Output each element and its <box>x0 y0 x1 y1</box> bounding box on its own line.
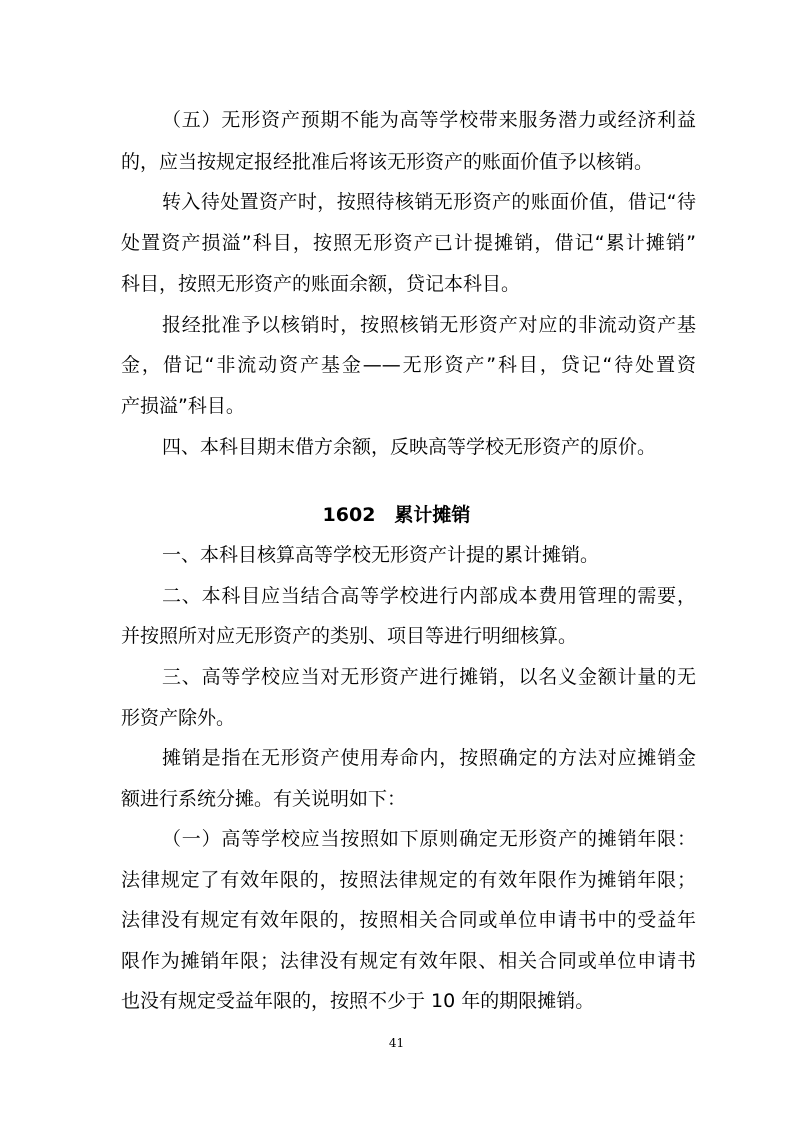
paragraph-3-line-1: 报经批准予以核销时，按照核销无形资产对应的非流动资产基 <box>162 314 696 336</box>
paragraph-2-line-2: 处置资产损溢”科目，按照无形资产已计提摊销，借记“累计摊销” <box>121 232 696 254</box>
paragraph-1-line-1: （五）无形资产预期不能为高等学校带来服务潜力或经济利益 <box>162 109 696 131</box>
paragraph-8-line-1: 摊销是指在无形资产使用寿命内，按照确定的方法对应摊销金 <box>162 747 696 769</box>
paragraph-7-line-2: 形资产除外。 <box>121 707 236 729</box>
paragraph-5-line-1: 一、本科目核算高等学校无形资产计提的累计摊销。 <box>162 544 600 566</box>
paragraph-2-line-3: 科目，按照无形资产的账面余额，贷记本科目。 <box>121 273 521 295</box>
paragraph-6-line-2: 并按照所对应无形资产的类别、项目等进行明细核算。 <box>121 625 578 647</box>
paragraph-2-line-1: 转入待处置资产时，按照待核销无形资产的账面价值，借记“待 <box>162 191 696 213</box>
paragraph-9-line-3: 法律没有规定有效年限的，按照相关合同或单位申请书中的受益年 <box>121 909 696 931</box>
paragraph-3-line-3: 产损溢”科目。 <box>121 395 245 417</box>
page-number: 41 <box>388 1036 405 1050</box>
paragraph-4-line-1: 四、本科目期末借方余额，反映高等学校无形资产的原价。 <box>162 436 657 458</box>
paragraph-9-line-5: 也没有规定受益年限的，按照不少于 10 年的期限摊销。 <box>121 990 595 1012</box>
paragraph-9-line-4: 限作为摊销年限；法律没有规定有效年限、相关合同或单位申请书 <box>121 950 696 972</box>
paragraph-8-line-2: 额进行系统分摊。有关说明如下： <box>121 788 407 810</box>
paragraph-6-line-1: 二、本科目应当结合高等学校进行内部成本费用管理的需要， <box>162 585 696 607</box>
paragraph-7-line-1: 三、高等学校应当对无形资产进行摊销，以名义金额计量的无 <box>162 666 696 688</box>
paragraph-3-line-2: 金，借记“非流动资产基金——无形资产”科目，贷记“待处置资 <box>121 354 696 376</box>
paragraph-9-line-1: （一）高等学校应当按照如下原则确定无形资产的摊销年限： <box>162 828 696 850</box>
paragraph-1-line-2: 的，应当按规定报经批准后将该无形资产的账面价值予以核销。 <box>121 151 654 173</box>
section-heading: 1602 累计摊销 <box>322 504 471 526</box>
paragraph-9-line-2: 法律规定了有效年限的，按照法律规定的有效年限作为摊销年限； <box>121 869 696 891</box>
